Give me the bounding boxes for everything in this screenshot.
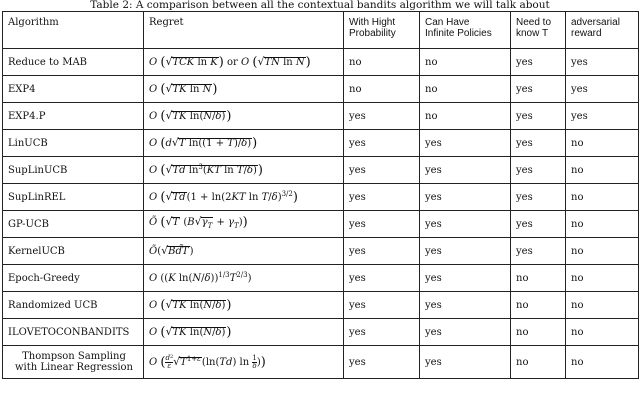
- algorithm-name: EXP4: [3, 76, 144, 103]
- cell-adversarial: no: [566, 292, 639, 319]
- regret-bound: O ((K $\ln(N/\delta))^{1/3}T^{2/3}$): [144, 265, 344, 292]
- cell-probability: no: [344, 76, 420, 103]
- cell-probability: yes: [344, 103, 420, 130]
- regret-bound: O (√TK ln(N/δ)): [144, 103, 344, 130]
- cell-know-t: no: [511, 319, 566, 346]
- cell-probability: yes: [344, 265, 420, 292]
- header-row: [3, 12, 639, 49]
- algorithm-name: GP-UCB: [3, 211, 144, 238]
- cell-infinite: yes: [420, 292, 511, 319]
- cell-probability: yes: [344, 157, 420, 184]
- algorithm-name: ILOVETOCONBANDITS: [3, 319, 144, 346]
- cell-adversarial: no: [566, 157, 639, 184]
- cell-know-t: no: [511, 346, 566, 379]
- regret-bound: Õ (√T $(B√\gamma_T + \gamma_T)$): [144, 211, 344, 238]
- header-high-probability: With Hight Probability: [344, 12, 420, 49]
- algorithm-name: Thompson Sampling with Linear Regression: [3, 346, 144, 379]
- cell-infinite: yes: [420, 265, 511, 292]
- cell-know-t: yes: [511, 76, 566, 103]
- table-row: [3, 319, 639, 346]
- comparison-table: [2, 11, 639, 379]
- cell-infinite: no: [420, 76, 511, 103]
- cell-probability: yes: [344, 346, 420, 379]
- header-infinite-policies: Can Have Infinite Policies: [420, 12, 511, 49]
- regret-bound: O (√TK ln(N/δ)): [144, 292, 344, 319]
- cell-know-t: yes: [511, 103, 566, 130]
- header-algorithm: Algorithm: [3, 12, 144, 49]
- table-caption: Table 2: A comparison between all the contextual bandits algorithm we will talk about: [90, 0, 550, 11]
- table-row: [3, 346, 639, 379]
- regret-bound: O (√TK ln(N/δ)): [144, 319, 344, 346]
- cell-adversarial: no: [566, 238, 639, 265]
- regret-bound: O (√TCK ln K) or O (√TN ln N): [144, 49, 344, 76]
- table-row: [3, 265, 639, 292]
- cell-probability: yes: [344, 238, 420, 265]
- cell-infinite: yes: [420, 346, 511, 379]
- cell-know-t: no: [511, 292, 566, 319]
- cell-infinite: yes: [420, 130, 511, 157]
- regret-bound: O (d√T ln((1 + T)/δ)): [144, 130, 344, 157]
- cell-probability: no: [344, 49, 420, 76]
- algorithm-name: EXP4.P: [3, 103, 144, 130]
- algorithm-name: LinUCB: [3, 130, 144, 157]
- cell-adversarial: no: [566, 319, 639, 346]
- table-row: [3, 184, 639, 211]
- header-regret: Regret: [144, 12, 344, 49]
- table-row: [3, 211, 639, 238]
- table-row: [3, 157, 639, 184]
- table-row: [3, 130, 639, 157]
- cell-infinite: no: [420, 49, 511, 76]
- cell-know-t: yes: [511, 130, 566, 157]
- cell-probability: yes: [344, 319, 420, 346]
- algorithm-name: SupLinUCB: [3, 157, 144, 184]
- cell-probability: yes: [344, 130, 420, 157]
- algorithm-name: Reduce to MAB: [3, 49, 144, 76]
- cell-probability: yes: [344, 292, 420, 319]
- cell-infinite: yes: [420, 211, 511, 238]
- cell-know-t: yes: [511, 238, 566, 265]
- table-row: [3, 292, 639, 319]
- table-row: [3, 49, 639, 76]
- regret-bound: O ( $\frac{d^2}{\varepsilon}$ $√T^{1+\varepsilon}(\ln(Td)$ ln $\frac{1}{\delta}$ )): [144, 346, 344, 379]
- cell-infinite: yes: [420, 157, 511, 184]
- cell-adversarial: no: [566, 184, 639, 211]
- cell-infinite: yes: [420, 319, 511, 346]
- algorithm-name: SupLinREL: [3, 184, 144, 211]
- header-adversarial-reward: adversarial reward: [566, 12, 639, 49]
- header-need-know-t: Need to know T: [511, 12, 566, 49]
- regret-bound: O (√Td(1 + ln(2KT ln T/δ)$^{3/2}$): [144, 184, 344, 211]
- cell-know-t: yes: [511, 49, 566, 76]
- cell-adversarial: no: [566, 130, 639, 157]
- cell-adversarial: yes: [566, 76, 639, 103]
- cell-adversarial: yes: [566, 103, 639, 130]
- cell-know-t: no: [511, 265, 566, 292]
- cell-infinite: yes: [420, 238, 511, 265]
- cell-know-t: yes: [511, 184, 566, 211]
- cell-know-t: yes: [511, 211, 566, 238]
- cell-infinite: no: [420, 103, 511, 130]
- cell-adversarial: yes: [566, 49, 639, 76]
- cell-adversarial: no: [566, 346, 639, 379]
- cell-know-t: yes: [511, 157, 566, 184]
- regret-bound: Õ(√Bd̃T): [144, 238, 344, 265]
- table-row: [3, 76, 639, 103]
- algorithm-name: Epoch-Greedy: [3, 265, 144, 292]
- cell-adversarial: no: [566, 211, 639, 238]
- table-row: [3, 238, 639, 265]
- algorithm-name: Randomized UCB: [3, 292, 144, 319]
- table-row: [3, 103, 639, 130]
- regret-bound: O (√TK ln N): [144, 76, 344, 103]
- cell-adversarial: no: [566, 265, 639, 292]
- cell-probability: yes: [344, 184, 420, 211]
- regret-bound: O (√Td $\ln^3(KT$ ln T/δ)): [144, 157, 344, 184]
- algorithm-name: KernelUCB: [3, 238, 144, 265]
- cell-infinite: yes: [420, 184, 511, 211]
- cell-probability: yes: [344, 211, 420, 238]
